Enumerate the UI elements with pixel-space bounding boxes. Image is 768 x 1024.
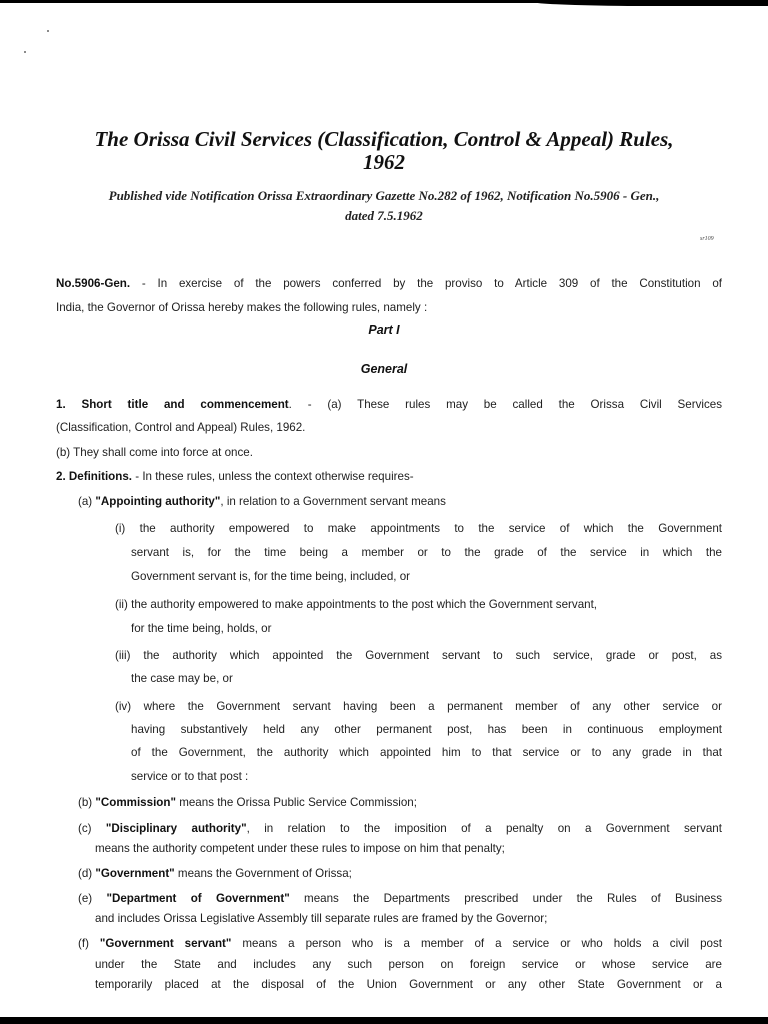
clause-i-line: (i) the authority empowered to make appointments to the service of which the Government — [115, 522, 722, 535]
definition-c: (c) "Disciplinary authority", in relation to the imposition of a penalty on a Government servant — [78, 822, 722, 835]
rule-1-line: (b) They shall come into force at once. — [56, 446, 253, 459]
clause-i-line: servant is, for the time being a member or to the grade of the service in which the — [131, 546, 722, 559]
definition-f-line: under the State and includes any such person on foreign service or whose service are — [95, 958, 722, 971]
scan-speck — [47, 30, 49, 32]
clause-iii-line: (iii) the authority which appointed the Government servant to such service, grade or post, as — [115, 649, 722, 662]
clause-iv-line: (iv) where the Government servant having been a permanent member of any other service or — [115, 700, 722, 713]
clause-iii-line: the case may be, or — [131, 672, 233, 685]
margin-note: sr109 — [700, 236, 714, 242]
preamble-line: No.5906-Gen. - In exercise of the powers conferred by the proviso to Article 309 of the Constitution of — [56, 277, 722, 290]
rule-1-line: 1. Short title and commencement. - (a) These rules may be called the Orissa Civil Services — [56, 398, 722, 411]
rule-2-heading-line: 2. Definitions. - In these rules, unless the context otherwise requires- — [56, 470, 414, 483]
definition-f: (f) "Government servant" means a person who is a member of a service or who holds a civil post — [78, 937, 722, 950]
definition-d: (d) "Government" means the Government of Orissa; — [78, 867, 352, 880]
clause-iv-line: of the Government, the authority which appointed him to that service or to any grade in that — [131, 746, 722, 759]
clause-iv-line: service or to that post : — [131, 770, 249, 783]
definition-c-line: means the authority competent under these rules to impose on him that penalty; — [95, 842, 505, 855]
part-heading: Part I — [368, 323, 400, 337]
document-subtitle: Published vide Notification Orissa Extraordinary Gazette No.282 of 1962, Notification No.5906 - Gen., dated 7.5.1962 — [108, 188, 660, 223]
scan-shadow-top — [520, 0, 768, 6]
definition-a: (a) "Appointing authority", in relation to a Government servant means — [78, 495, 446, 508]
clause-ii-line: (ii) the authority empowered to make appointments to the post which the Government servant, — [115, 598, 598, 611]
document-title: The Orissa Civil Services (Classification, Control & Appeal) Rules, 1962 — [94, 127, 674, 174]
scan-speck — [24, 51, 26, 53]
scan-edge-bottom — [0, 1017, 768, 1024]
clause-i-line: Government servant is, for the time being, included, or — [131, 570, 411, 583]
rule-1-line: (Classification, Control and Appeal) Rules, 1962. — [56, 421, 306, 434]
definition-e-line: and includes Orissa Legislative Assembly till separate rules are framed by the Governor; — [95, 912, 548, 925]
clause-ii-line: for the time being, holds, or — [131, 622, 272, 635]
definition-b: (b) "Commission" means the Orissa Public Service Commission; — [78, 796, 417, 809]
definition-f-line: temporarily placed at the disposal of the Union Government or any other State Government or a — [95, 978, 722, 991]
clause-iv-line: having substantively held any other permanent post, has been in continuous employment — [131, 723, 722, 736]
section-heading: General — [360, 362, 408, 376]
preamble-line: India, the Governor of Orissa hereby makes the following rules, namely : — [56, 301, 428, 314]
definition-e: (e) "Department of Government" means the Departments prescribed under the Rules of Business — [78, 892, 723, 905]
